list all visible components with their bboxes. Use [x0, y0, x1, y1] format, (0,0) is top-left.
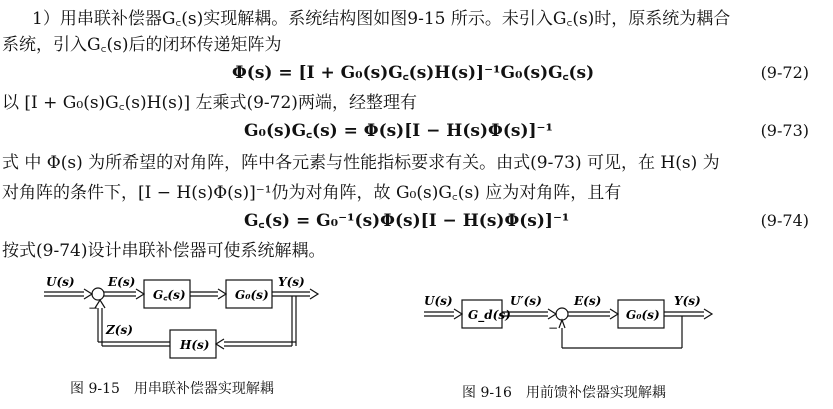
fig16-minus-sign: −	[548, 321, 559, 335]
figure-9-15-diagram	[40, 272, 340, 368]
equation-number-9-74: (9-74)	[760, 211, 809, 230]
fig15-input-label: U(s)	[46, 275, 75, 289]
paragraph-line-1: 1）用串联补偿器G꜀(s)实现解耦。系统结构图如图9-15 所示。未引入G꜀(s)时，原系统为耦合	[32, 9, 731, 29]
fig16-gd-block-label: G_d(s)	[468, 308, 511, 322]
fig15-feedback-label: Z(s)	[106, 323, 133, 337]
fig15-minus-sign: −	[88, 301, 99, 315]
fig16-output-label: Y(s)	[674, 294, 701, 308]
equation-number-9-73: (9-73)	[760, 121, 809, 140]
equation-9-72: Φ(s) = [I + G₀(s)G꜀(s)H(s)]⁻¹G₀(s)G꜀(s)	[232, 63, 595, 83]
paragraph-line-6: 按式(9-74)设计串联补偿器可使系统解耦。	[2, 241, 326, 261]
fig16-input-label: U(s)	[424, 294, 453, 308]
paragraph-line-5: 对角阵的条件下，[I − H(s)Φ(s)]⁻¹仍为对角阵，故 G₀(s)G꜀(s) 应为对角阵，且有	[2, 183, 622, 203]
fig15-output-label: Y(s)	[278, 275, 305, 289]
fig15-h-block-label: H(s)	[180, 338, 210, 352]
paragraph-line-4: 式 中 Φ(s) 为所希望的对角阵，阵中各元素与性能指标要求有关。由式(9-73) 可见，在 H(s) 为	[2, 153, 720, 173]
figure-9-16-diagram	[420, 290, 720, 360]
fig16-uprime-label: U′(s)	[510, 294, 542, 308]
paragraph-line-3: 以 [I + G₀(s)G꜀(s)H(s)] 左乘式(9-72)两端，经整理有	[2, 93, 417, 113]
equation-number-9-72: (9-72)	[760, 63, 809, 82]
figure-9-15-caption: 图 9-15 用串联补偿器实现解耦	[70, 381, 274, 397]
figure-9-16-caption: 图 9-16 用前馈补偿器实现解耦	[462, 385, 666, 401]
equation-9-73: G₀(s)G꜀(s) = Φ(s)[I − H(s)Φ(s)]⁻¹	[244, 121, 553, 141]
fig15-error-label: E(s)	[108, 275, 136, 289]
fig16-error-label: E(s)	[574, 294, 602, 308]
equation-9-74: G꜀(s) = G₀⁻¹(s)Φ(s)[I − H(s)Φ(s)]⁻¹	[244, 211, 570, 231]
fig16-g0-block-label: G₀(s)	[626, 308, 660, 322]
fig15-g0-block-label: G₀(s)	[235, 288, 269, 302]
fig15-gc-block-label: G꜀(s)	[153, 288, 186, 302]
paragraph-line-2: 系统，引入G꜀(s)后的闭环传递矩阵为	[2, 35, 282, 55]
